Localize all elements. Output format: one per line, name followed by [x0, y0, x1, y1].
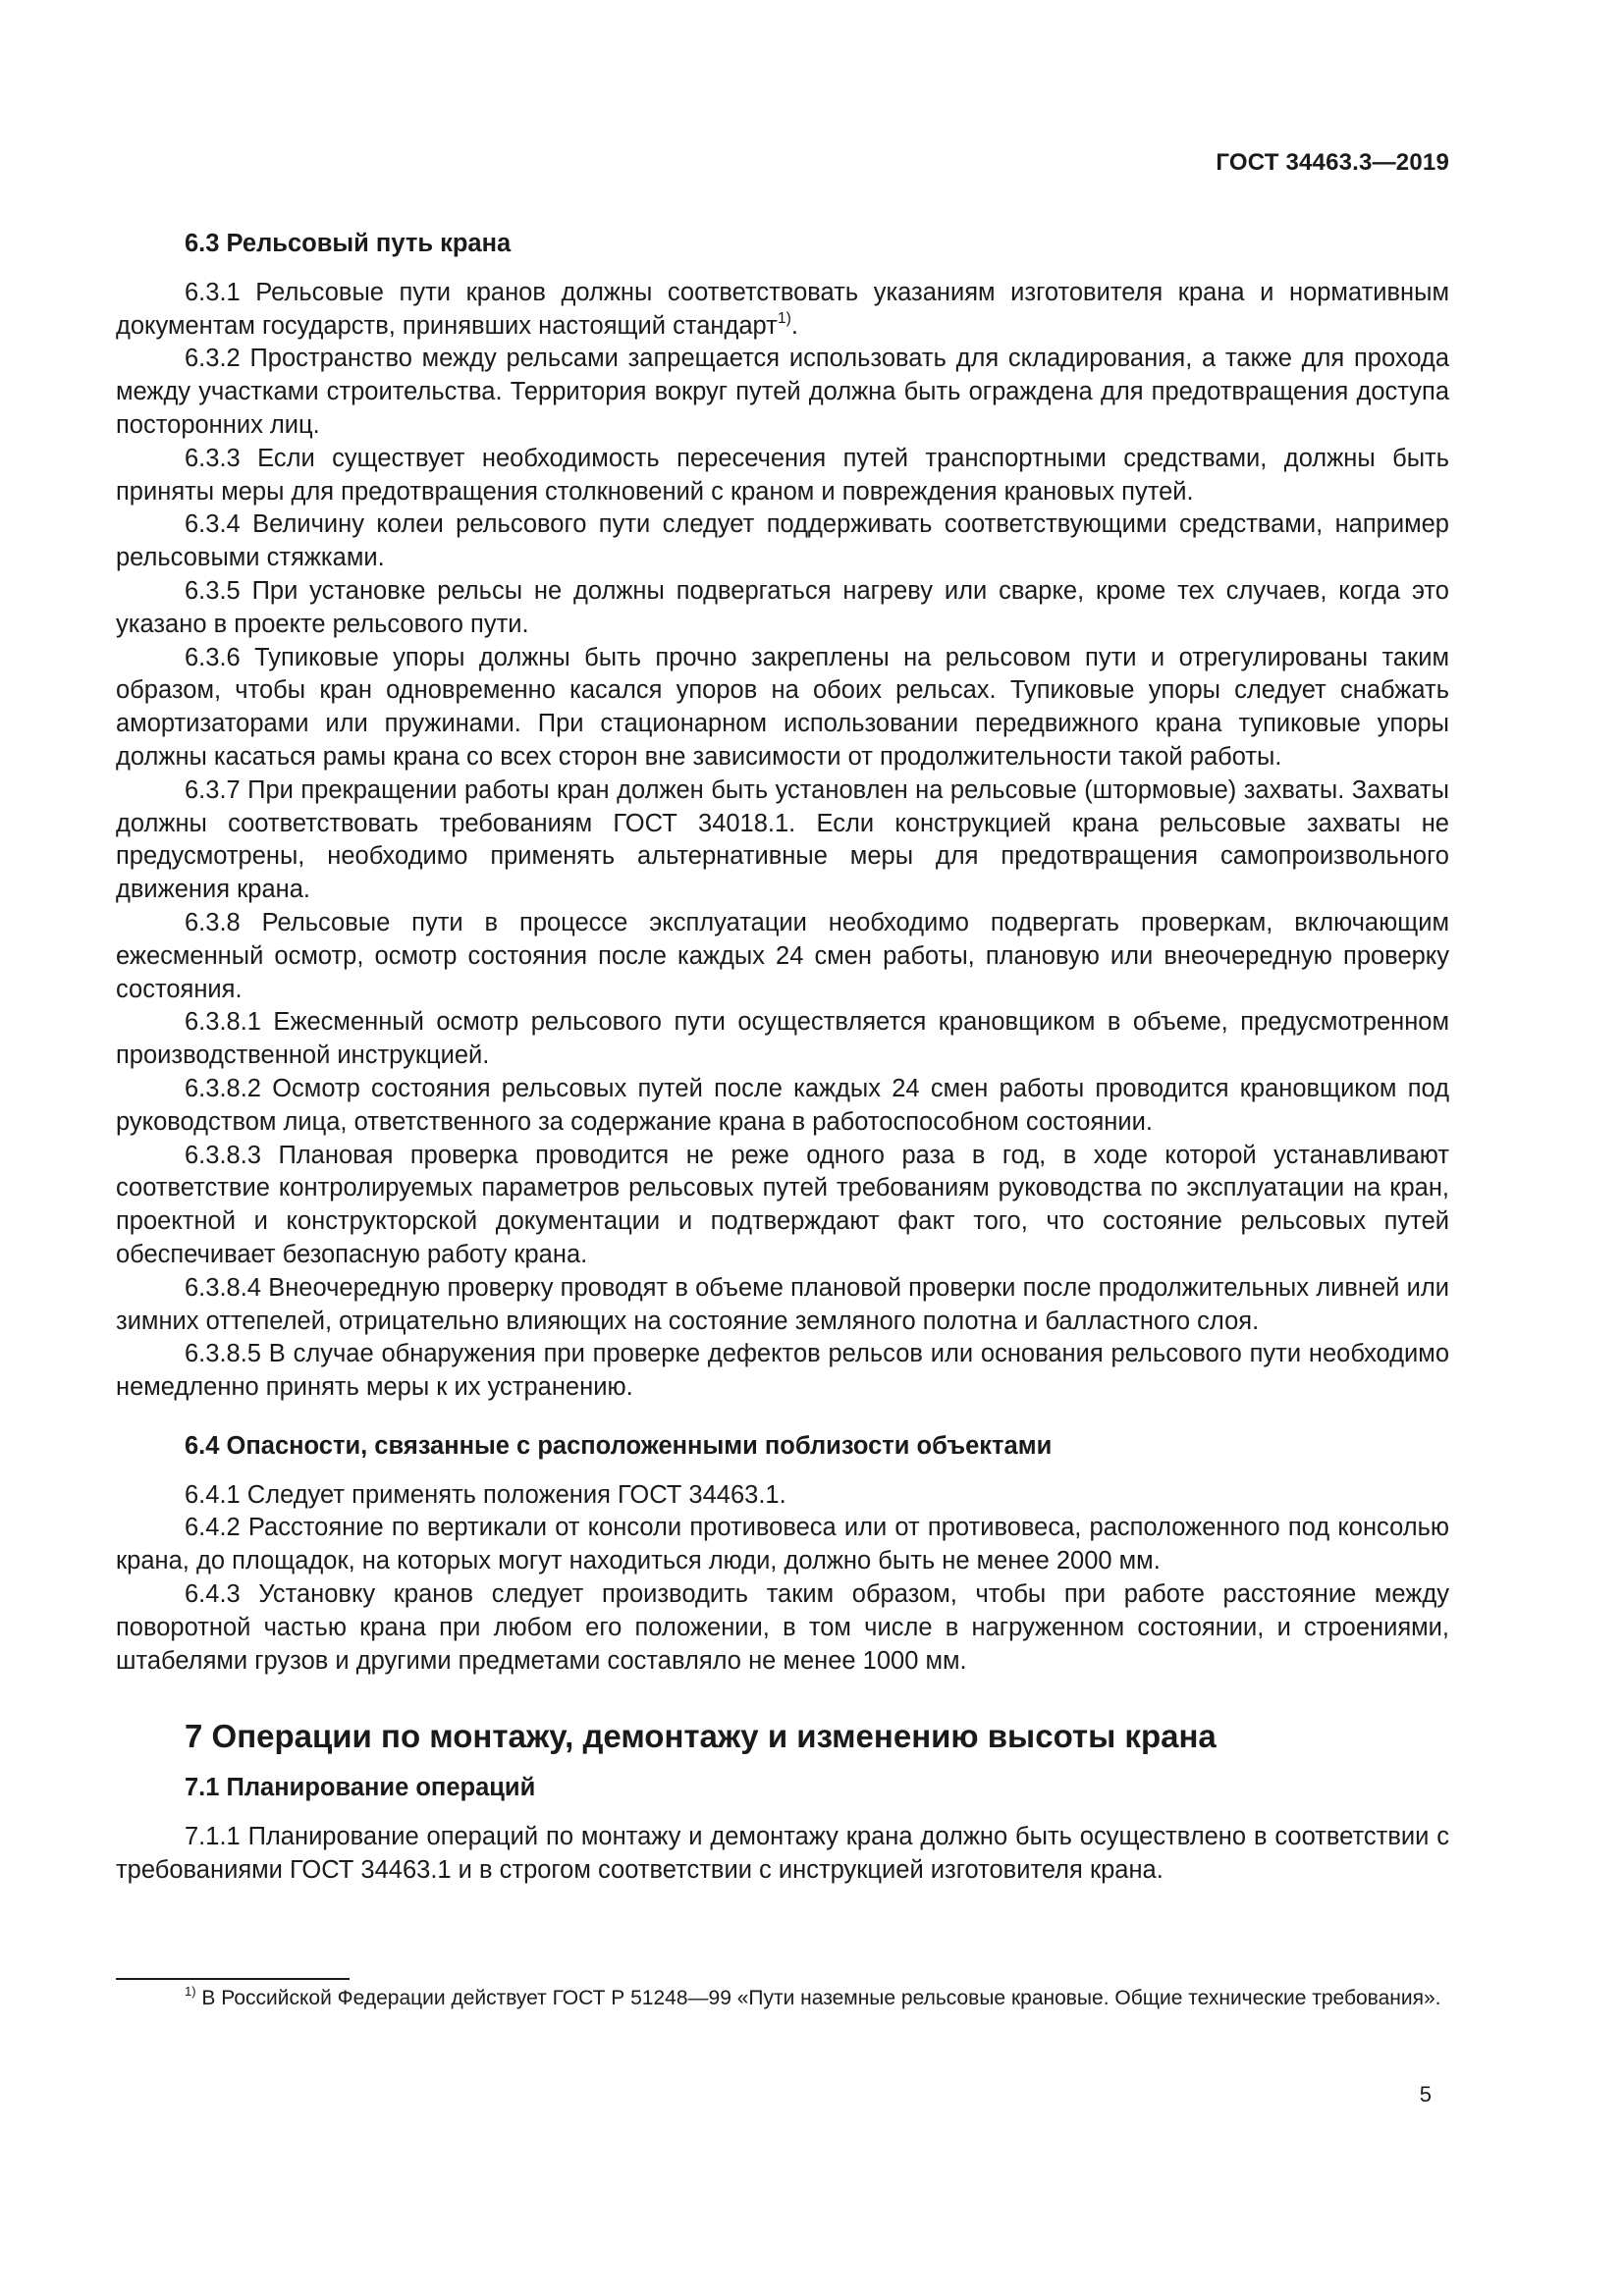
paragraph-text: 6.3.5 При установке рельсы не должны подвергаться нагреву или сварке, кроме тех случаев, когда это указано в проекте рельсового пути. — [116, 576, 1449, 638]
paragraph — [116, 642, 1449, 774]
paragraph — [116, 1006, 1449, 1073]
paragraph — [116, 774, 1449, 907]
paragraph — [116, 277, 1449, 344]
paragraph-text: 6.4.1 Следует применять положения ГОСТ 34463.1. — [185, 1480, 786, 1509]
paragraph-text: 7.1 Планирование операций — [185, 1774, 536, 1802]
paragraph-text: 6.3.8.4 Внеочередную проверку проводят в объеме плановой проверки после продолжительных ливней или зимних оттепелей, отрицательно влияющих на состояние земляного полотна и балластного слоя. — [116, 1273, 1449, 1335]
paragraph-text: 7 Операции по монтажу, демонтажу и изменению высоты крана — [185, 1718, 1217, 1755]
paragraph-text: 6.3.4 Величину колеи рельсового пути следует поддерживать соответствующими средствами, например рельсовыми стяжками. — [116, 510, 1449, 572]
paragraph-text: 6.3.7 При прекращении работы кран должен быть установлен на рельсовые (штормовые) захваты. Захваты должны соответствовать требованиям ГОСТ 34018.1. Если конструкцией крана рельсовые захваты не предусмотрены, необходимо применять альтернативные меры для предотвращения самопроизвольного движения крана. — [116, 775, 1449, 904]
paragraph-text: 6.3.8.2 Осмотр состояния рельсовых путей после каждых 24 смен работы проводится крановщиком под руководством лица, ответственного за содержание крана в работоспособном состоянии. — [116, 1074, 1449, 1136]
paragraph — [116, 1821, 1449, 1888]
paragraph-text: 6.4 Опасности, связанные с расположенными поблизости объектами — [185, 1431, 1053, 1460]
paragraph-tail: . — [790, 311, 798, 340]
page-number: 5 — [1419, 2082, 1432, 2107]
paragraph-text: 6.3.6 Тупиковые упоры должны быть прочно закреплены на рельсовом пути и отрегулированы таким образом, чтобы кран одновременно касался упоров на обоих рельсах. Тупиковые упоры следует снабжать амортизаторами или пружинами. При стационарном использовании передвижного крана тупиковые упоры должны касаться рамы крана со всех сторон вне зависимости от продолжительности такой работы. — [116, 643, 1449, 771]
paragraph-text: 6.4.3 Установку кранов следует производить таким образом, чтобы при работе расстояние между поворотной частью крана при любом его положении, в том числе в нагруженном состоянии, и строениями, штабелями грузов и другими предметами составляло не менее 1000 мм. — [116, 1580, 1449, 1675]
paragraph-text: 6.3.2 Пространство между рельсами запрещается использовать для складирования, а также для прохода между участками строительства. Территория вокруг путей должна быть ограждена для предотвращения доступа посторонних лиц. — [116, 345, 1449, 439]
paragraph — [116, 1338, 1449, 1405]
subsection-heading — [116, 228, 1449, 261]
paragraph-text: 6.4.2 Расстояние по вертикали от консоли противовеса или от противовеса, расположенного под консолью крана, до площадок, на которых могут находиться люди, должно быть не менее 2000 мм. — [116, 1514, 1449, 1575]
paragraph — [116, 508, 1449, 575]
paragraph — [116, 1512, 1449, 1578]
document-body — [116, 228, 1449, 1888]
footnote-marker: 1) — [185, 1983, 196, 1999]
paragraph — [116, 1578, 1449, 1678]
paragraph-text: 6.3.8.5 В случае обнаружения при проверке дефектов рельсов или основания рельсового пути необходимо немедленно принять меры к их устранению. — [116, 1340, 1449, 1402]
paragraph-text: 6.3.8.1 Ежесменный осмотр рельсового пути осуществляется крановщиком в объеме, предусмотренном производственной инструкцией. — [116, 1008, 1449, 1070]
paragraph — [116, 575, 1449, 642]
subsection-heading — [116, 1772, 1449, 1805]
paragraph — [116, 1073, 1449, 1140]
footnote-text: В Российской Федерации действует ГОСТ Р 51248—99 «Пути наземные рельсовые крановые. Общие технические требования». — [195, 1987, 1441, 2009]
paragraph-text: 6.3.1 Рельсовые пути кранов должны соответствовать указаниям изготовителя крана и нормативным документам государств, принявших настоящий стандарт — [116, 278, 1449, 340]
standard-designation: ГОСТ 34463.3—2019 — [1216, 149, 1449, 176]
footnote — [116, 1983, 1449, 2014]
footnote-separator — [116, 1978, 350, 1980]
footnote-reference: 1) — [777, 309, 791, 327]
paragraph-text: 6.3.3 Если существует необходимость пересечения путей транспортными средствами, должны быть приняты меры для предотвращения столкновений с краном и повреждения крановых путей. — [116, 444, 1449, 506]
paragraph-text: 7.1.1 Планирование операций по монтажу и демонтажу крана должно быть осуществлено в соответствии с требованиями ГОСТ 34463.1 и в строгом соответствии с инструкцией изготовителя крана. — [116, 1823, 1449, 1885]
paragraph — [116, 1272, 1449, 1339]
section-heading — [116, 1717, 1449, 1756]
paragraph — [116, 1140, 1449, 1272]
paragraph — [116, 443, 1449, 509]
paragraph — [116, 1479, 1449, 1513]
paragraph-text: 6.3.8 Рельсовые пути в процессе эксплуатации необходимо подвергать проверкам, включающим ежесменный осмотр, осмотр состояния после каждых 24 смен работы, плановую или внеочередную проверку состояния. — [116, 908, 1449, 1003]
paragraph-text: 6.3 Рельсовый путь крана — [185, 230, 512, 257]
paragraph-text: 6.3.8.3 Плановая проверка проводится не реже одного раза в год, в ходе которой устанавливают соответствие контролируемых параметров рельсовых путей требованиям руководства по эксплуатации на кран, проектной и конструкторской документации и подтверждают факт того, что состояние рельсовых путей обеспечивает безопасную работу крана. — [116, 1141, 1449, 1268]
paragraph — [116, 343, 1449, 442]
paragraph — [116, 907, 1449, 1006]
subsection-heading — [116, 1430, 1449, 1464]
